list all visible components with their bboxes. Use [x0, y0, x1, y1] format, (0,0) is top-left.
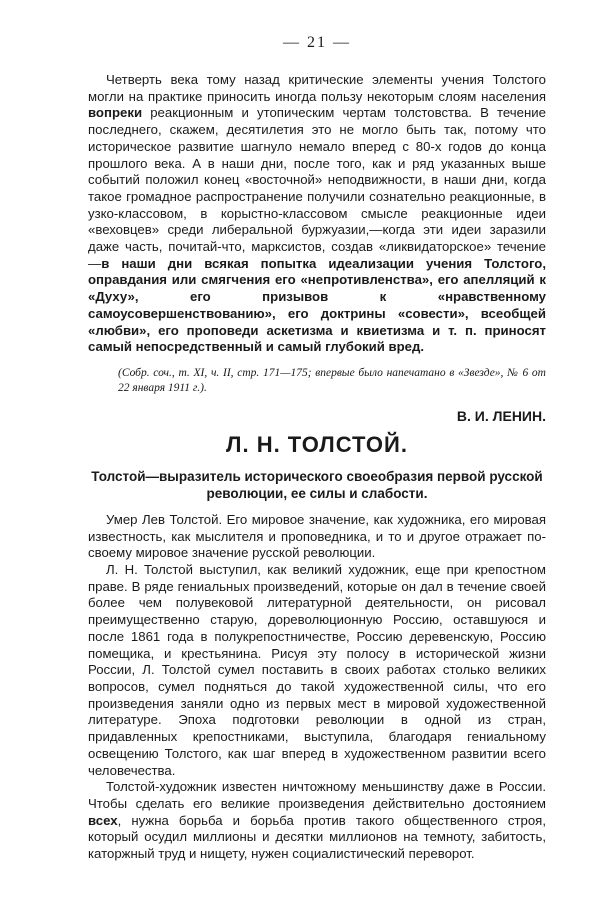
article-subtitle: Толстой—выразитель исторического своеобразия первой русской революции, ее силы и слабости.	[91, 468, 543, 501]
intro-emphasis: вопреки	[88, 105, 143, 121]
page	[88, 34, 546, 863]
final-text-continued: , нужна борьба и борьба против такого общественного строя, который осудил миллионы и десятки миллионов на темноту, забитость, каторжный труд и нищету, нужен социалистический переворот.	[88, 812, 546, 862]
body-paragraph: Умер Лев Толстой. Его мировое значение, как художника, его мировая известность, как мыслителя и проповедника, и то и другое отражает по-своему мировое значение русской революции.	[88, 511, 546, 561]
source-citation: (Собр. соч., т. XI, ч. II, стр. 171—175; впервые было напечатано в «Звезде», № 6 от 22 января 1911 г.).	[118, 366, 546, 394]
final-text: Толстой-художник известен ничтожному меньшинству даже в России. Чтобы сделать его великие произведения действительно достоянием	[88, 779, 546, 811]
intro-paragraph	[88, 72, 546, 356]
intro-text: Четверть века тому назад критические элементы учения Толстого могли на практике приносить иногда пользу некоторым слоям населения	[88, 72, 546, 104]
author-signature: В. И. ЛЕНИН.	[456, 407, 546, 424]
final-emphasis: всех	[88, 812, 118, 828]
final-paragraph	[88, 779, 546, 863]
intro-text-continued: реакционным и утопическим чертам толстовства. В течение последнего, скажем, десятилетия это не могло быть так, потому что историческое развитие шагнуло немало вперед с 80-х годов до конца прошлого века. А в наши дни, после того, как и ряд указанных выше событий положил конец «восточной» неподвижности, в наши дни, когда такое громадное распространение получили сознательно реакционные, в узко-классовом, в корыстно-классовом смысле реакционные идеи «веховцев» среди либеральной буржуазии,—когда эти идеи заразили даже часть, почитай-что, марксистов, создав «ликвидаторское» течение—	[88, 105, 546, 271]
intro-bold-conclusion: в наши дни всякая попытка идеализации учения Толстого, оправдания или смягчения его «непротивленства», его апелляций к «Духу», его призывов к «нравственному самоусовершенствованию», его доктрины «совести», всеобщей «любви», его проповеди аскетизма и квиетизма и т. п. приносят самый непосредственный и самый глубокий вред.	[88, 255, 546, 355]
body-paragraph: Л. Н. Толстой выступил, как великий художник, еще при крепостном праве. В ряде гениальных произведений, которые он дал в течение своей более чем полувековой литературной деятельности, он рисовал преимущественно старую, дореволюционную Россию, оставшуюся и после 1861 года в полукрепостничестве, Россию деревенскую, Россию помещика, и крестьянина. Рисуя эту полосу в исторической жизни России, Л. Толстой сумел поставить в своих работах столько великих вопросов, сумел подняться до такой художественной силы, что его произведения заняли одно из первых мест в мировой художественной литературе. Эпоха подготовки революции в одной из стран, придавленных крепостниками, выступила, благодаря гениальному освещению Толстого, как шаг вперед в художественном развитии всего человечества.	[88, 562, 546, 778]
article-title: Л. Н. ТОЛСТОЙ.	[226, 431, 408, 457]
page-number: — 21 —	[283, 34, 351, 51]
